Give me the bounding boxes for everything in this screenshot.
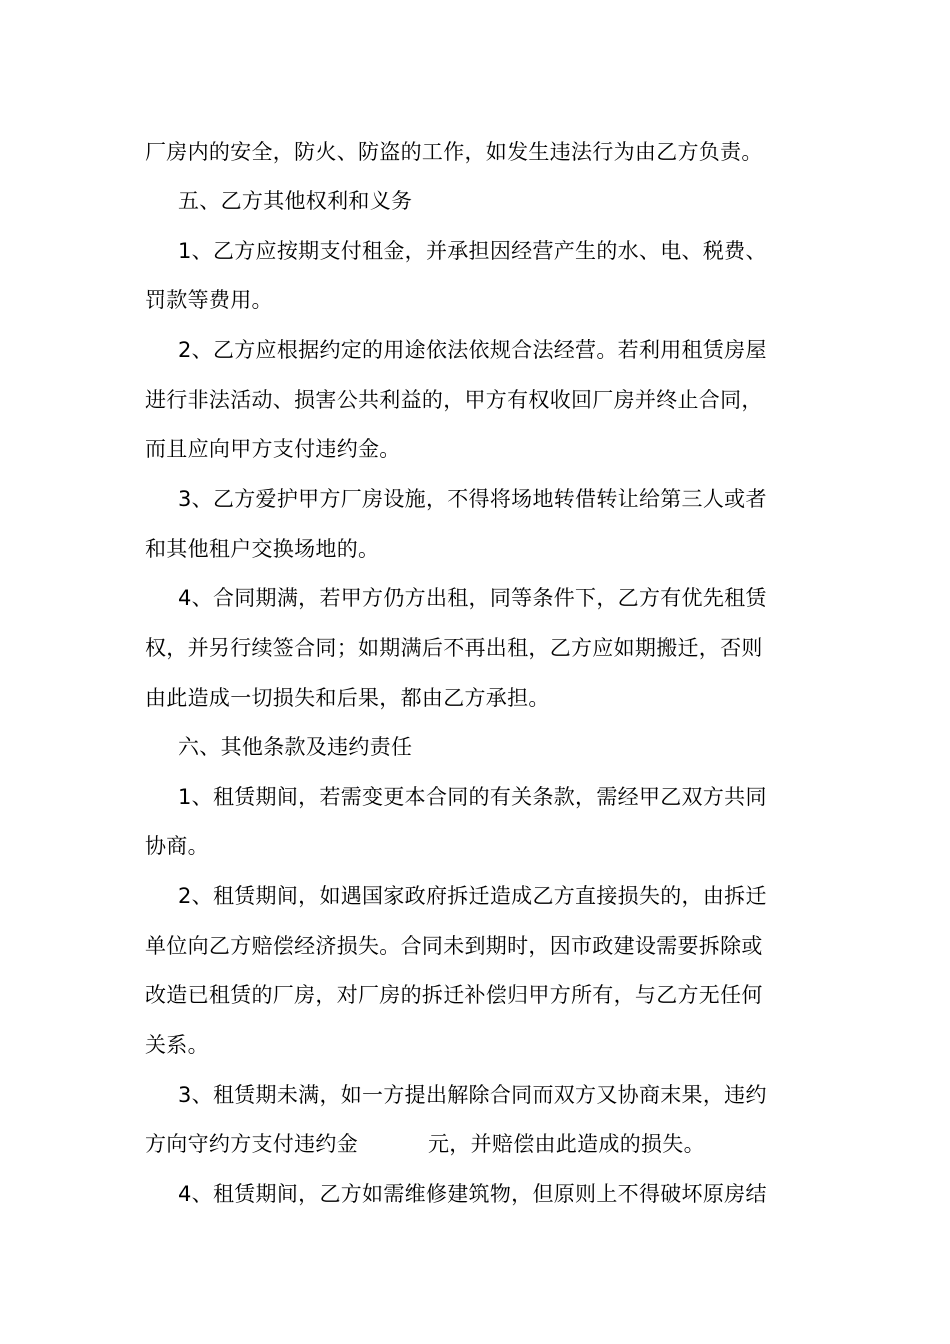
text-line: 单位向乙方赔偿经济损失。合同未到期时，因市政建设需要拆除或 (145, 934, 763, 958)
text-line: 改造已租赁的厂房，对厂房的拆迁补偿归甲方所有，与乙方无任何 (145, 983, 763, 1007)
text-line: 1、租赁期间，若需变更本合同的有关条款，需经甲乙双方共同 (178, 785, 767, 809)
text-line-with-blank (145, 1129, 705, 1159)
text-line: 4、合同期满，若甲方仍方出租，同等条件下，乙方有优先租赁 (178, 586, 767, 610)
text-line: 厂房内的安全，防火、防盗的工作，如发生违法行为由乙方负责。 (145, 140, 763, 164)
text-line: 4、租赁期间，乙方如需维修建筑物，但原则上不得破坏原房结 (178, 1182, 767, 1206)
section-heading: 五、乙方其他权利和义务 (178, 189, 413, 213)
text-line: 关系。 (145, 1033, 209, 1057)
text-before-blank: 方向守约方支付违约金 (145, 1132, 358, 1156)
text-line: 权，并另行续签合同；如期满后不再出租，乙方应如期搬迁，否则 (145, 636, 763, 660)
text-line: 3、租赁期未满，如一方提出解除合同而双方又协商末果，违约 (178, 1083, 767, 1107)
text-line: 由此造成一切损失和后果，都由乙方承担。 (145, 686, 550, 710)
text-line: 协商。 (145, 834, 209, 858)
text-line: 2、租赁期间，如遇国家政府拆迁造成乙方直接损失的，由拆迁 (178, 884, 767, 908)
text-line: 1、乙方应按期支付租金，并承担因经营产生的水、电、税费、 (178, 239, 767, 263)
text-line: 和其他租户交换场地的。 (145, 537, 380, 561)
text-line: 进行非法活动、损害公共利益的，甲方有权收回厂房并终止合同， (145, 388, 763, 412)
text-line: 3、乙方爱护甲方厂房设施，不得将场地转借转让给第三人或者 (178, 487, 767, 511)
text-after-blank: 元，并赔偿由此造成的损失。 (428, 1132, 705, 1156)
text-line: 罚款等费用。 (145, 288, 273, 312)
section-heading: 六、其他条款及违约责任 (178, 735, 413, 759)
text-line: 2、乙方应根据约定的用途依法依规合法经营。若利用租赁房屋 (178, 338, 767, 362)
text-line: 而且应向甲方支付违约金。 (145, 437, 401, 461)
